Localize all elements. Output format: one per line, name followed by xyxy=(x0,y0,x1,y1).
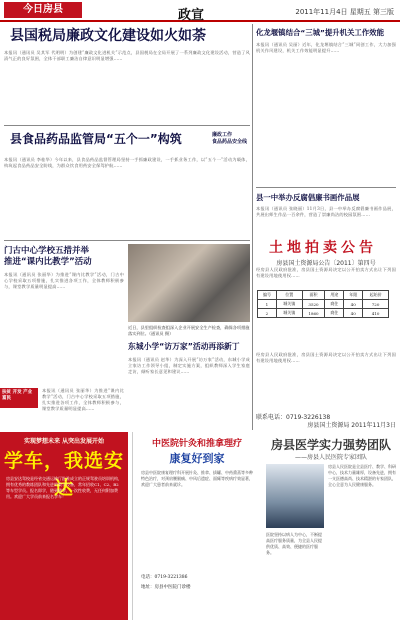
column-rule xyxy=(252,24,253,430)
notice-body-cont: 经房县人民政府批准，房县国土资源局决定以公开拍卖方式出让下列国有建设用地使用权…… xyxy=(256,352,396,364)
table-cell: 城关镇 xyxy=(276,309,302,318)
ad-driving-school xyxy=(0,432,128,620)
article-food-title: 县食品药品监管局“五个一”构筑 xyxy=(10,132,182,146)
table-row xyxy=(258,300,389,309)
table-cell: 1860 xyxy=(302,309,325,318)
photo-caption: 近日，县里组织检查组深入企业开展安全生产检查，确保各项措施落实到位。（通讯员 摄） xyxy=(128,325,250,336)
table-header-cell: 位置 xyxy=(276,291,302,300)
article-menzhong-title2: 推进“课内比教学”活动 xyxy=(4,257,92,267)
table-header-row xyxy=(258,291,389,300)
article-writers-body: 本报讯（通讯员 张晓丽）11月3日，县一中举办反腐倡廉书画作品展，共展出师生作品一百余件，营造了崇廉尚洁的校园氛围…… xyxy=(256,206,396,218)
article-menzhong-body: 本报讯（通讯员 张丽华）为推进“课内比教学”活动，门古中心学校采取五项措施，扎实推进各项工作，全体教师积极参与，课堂教学质量明显提高…… xyxy=(4,272,124,290)
ad-health-big: 康复好到家 xyxy=(169,452,225,465)
notice-body: 经房县人民政府批准，房县国土资源局决定以公开拍卖方式出让下列国有建设用地使用权…… xyxy=(256,267,396,279)
table-cell: 商住 xyxy=(325,309,344,318)
ad-hospital-body: 房县人民医院是全县医疗、教学、科研中心，技术力量雄厚，设备先进，拥有一支医德高尚、技术精湛的专家团队，全心全意为人民健康服务。 xyxy=(328,464,396,487)
section-title: 政宣 xyxy=(178,8,205,23)
table-header-cell: 面积 xyxy=(302,291,325,300)
table-header-cell: 起始价 xyxy=(363,291,389,300)
article-menzhong-body-cont: 本报讯（通讯员 张丽华）为推进“课内比教学”活动，门古中心学校采取五项措施，扎实推进各项工作，全体教师积极参与，课堂教学质量明显提高…… xyxy=(42,388,124,412)
table-cell: 410 xyxy=(363,309,389,318)
article-food-side: 廉政工作 xyxy=(212,132,233,138)
divider xyxy=(4,125,250,126)
article-party-body: 本报讯（通讯员 吴丽）近年，化龙堰镇结合“三城”同创工作，大力加强机关作风建设，机关工作效能明显提升…… xyxy=(256,42,396,54)
table-cell: 1 xyxy=(258,300,277,309)
ad-hospital xyxy=(262,432,400,620)
ad-health-phone: 电话：0719-3221386 xyxy=(141,575,188,580)
article-party-title: 化龙堰镇结合“三城”提升机关工作效能 xyxy=(256,28,384,37)
ad-school-body: 房县安达驾校是经省交通运输厅批准成立的正规驾驶员培训机构，拥有优秀的教练团队和先进的教学设备，常年招收C1、C2、B2等车型学员。报名即学，随到随学，一次性收费，无任何附加费用。欢迎广大学员前来报名学车！ xyxy=(6,476,122,499)
table-cell: 40 xyxy=(344,300,363,309)
masthead-logo: 今日房县 xyxy=(4,2,82,18)
news-photo xyxy=(128,244,250,322)
article-tax-title: 县国税局廉政文化建设如火如荼 xyxy=(10,28,206,44)
table-cell: 3520 xyxy=(302,300,325,309)
article-tax-body: 本报讯（通讯员 吴其军 代明明）为创建“廉政文化进机关”示范点，县国税局在全局开展了一系列廉政文化建设活动，营造了风清气正的良好氛围，全体干部职工廉洁自律意识明显增强…… xyxy=(4,50,250,62)
table-cell: 商住 xyxy=(325,300,344,309)
dateline: 2011年11月4日 星期五 第三版 xyxy=(295,8,394,16)
ad-left-text: 扶贫 开发 产业富民 xyxy=(2,390,33,401)
article-menzhong-title: 门古中心学校五措并举 xyxy=(4,246,90,256)
auction-table xyxy=(257,290,389,318)
ad-health-body: 房县中医院康复理疗科开展针灸、推拿、拔罐、中药熏蒸等多种特色治疗，对颈肩腰腿痛、中风后遗症、面瘫等疾病疗效显著，欢迎广大患者前来就诊。 xyxy=(141,470,253,487)
ad-health-address: 地址：房县中医院门诊楼 xyxy=(141,585,191,590)
article-writers-title: 县一中举办反腐倡廉书画作品展 xyxy=(256,193,360,202)
ad-health-head: 中医院针灸和推拿理疗 xyxy=(151,439,242,449)
notice-header: 房县国土资源局公告〔2011〕第四号 xyxy=(276,260,376,267)
table-cell: 2 xyxy=(258,309,277,318)
article-food-title2: 食品药品安全线 xyxy=(212,139,248,145)
article-food-body: 本报讯（通讯员 李桂华）今年以来，县食品药品监督管理局坚持一手抓廉政建设，一手抓业务工作，以“五个一”活动为载体，构筑起食品药品安全防线，为群众饮食用药安全保驾护航…… xyxy=(4,157,250,169)
divider xyxy=(4,240,250,241)
ad-school-big: 学车，我选安达 xyxy=(4,450,125,499)
article-ideas-body: 本报讯（通讯员 赵华）为深入开展“访万家”活动，东城小学成立家访工作领导小组，制定实施方案，组织教师深入学生家庭走访，倾听家长意见和建议…… xyxy=(128,357,250,375)
article-ideas-title: 东城小学“访万家”活动再添新丁 xyxy=(128,342,240,351)
table-row xyxy=(258,309,389,318)
table-cell: 720 xyxy=(363,300,389,309)
ad-hospital-photo xyxy=(266,464,324,528)
notice-title: 土地拍卖公告 xyxy=(269,240,377,256)
divider xyxy=(256,187,396,188)
table-header-cell: 编号 xyxy=(258,291,277,300)
notice-contact: 联系电话：0719-3226138 xyxy=(256,414,331,421)
ad-hospital-head: 房县医学实力强势团队 xyxy=(270,438,391,452)
table-cell: 40 xyxy=(344,309,363,318)
ad-left-box xyxy=(0,388,38,408)
ad-school-head: 实现梦想未来 从突出发展开始 xyxy=(23,438,105,445)
table-cell: 城关镇 xyxy=(276,300,302,309)
masthead xyxy=(0,0,400,22)
ad-hospital-sub: ——房县人民医院专家团队 xyxy=(294,454,367,461)
table-header-cell: 用途 xyxy=(325,291,344,300)
notice-signature: 房县国土资源局 2011年11月3日 xyxy=(307,422,396,429)
ad-hospital-body2: 医院坚持以病人为中心，不断提高医疗服务质量，为全县人民提供优质、高效、便捷的医疗服务。 xyxy=(266,532,322,555)
table-header-cell: 年限 xyxy=(344,291,363,300)
ad-health xyxy=(132,432,260,620)
